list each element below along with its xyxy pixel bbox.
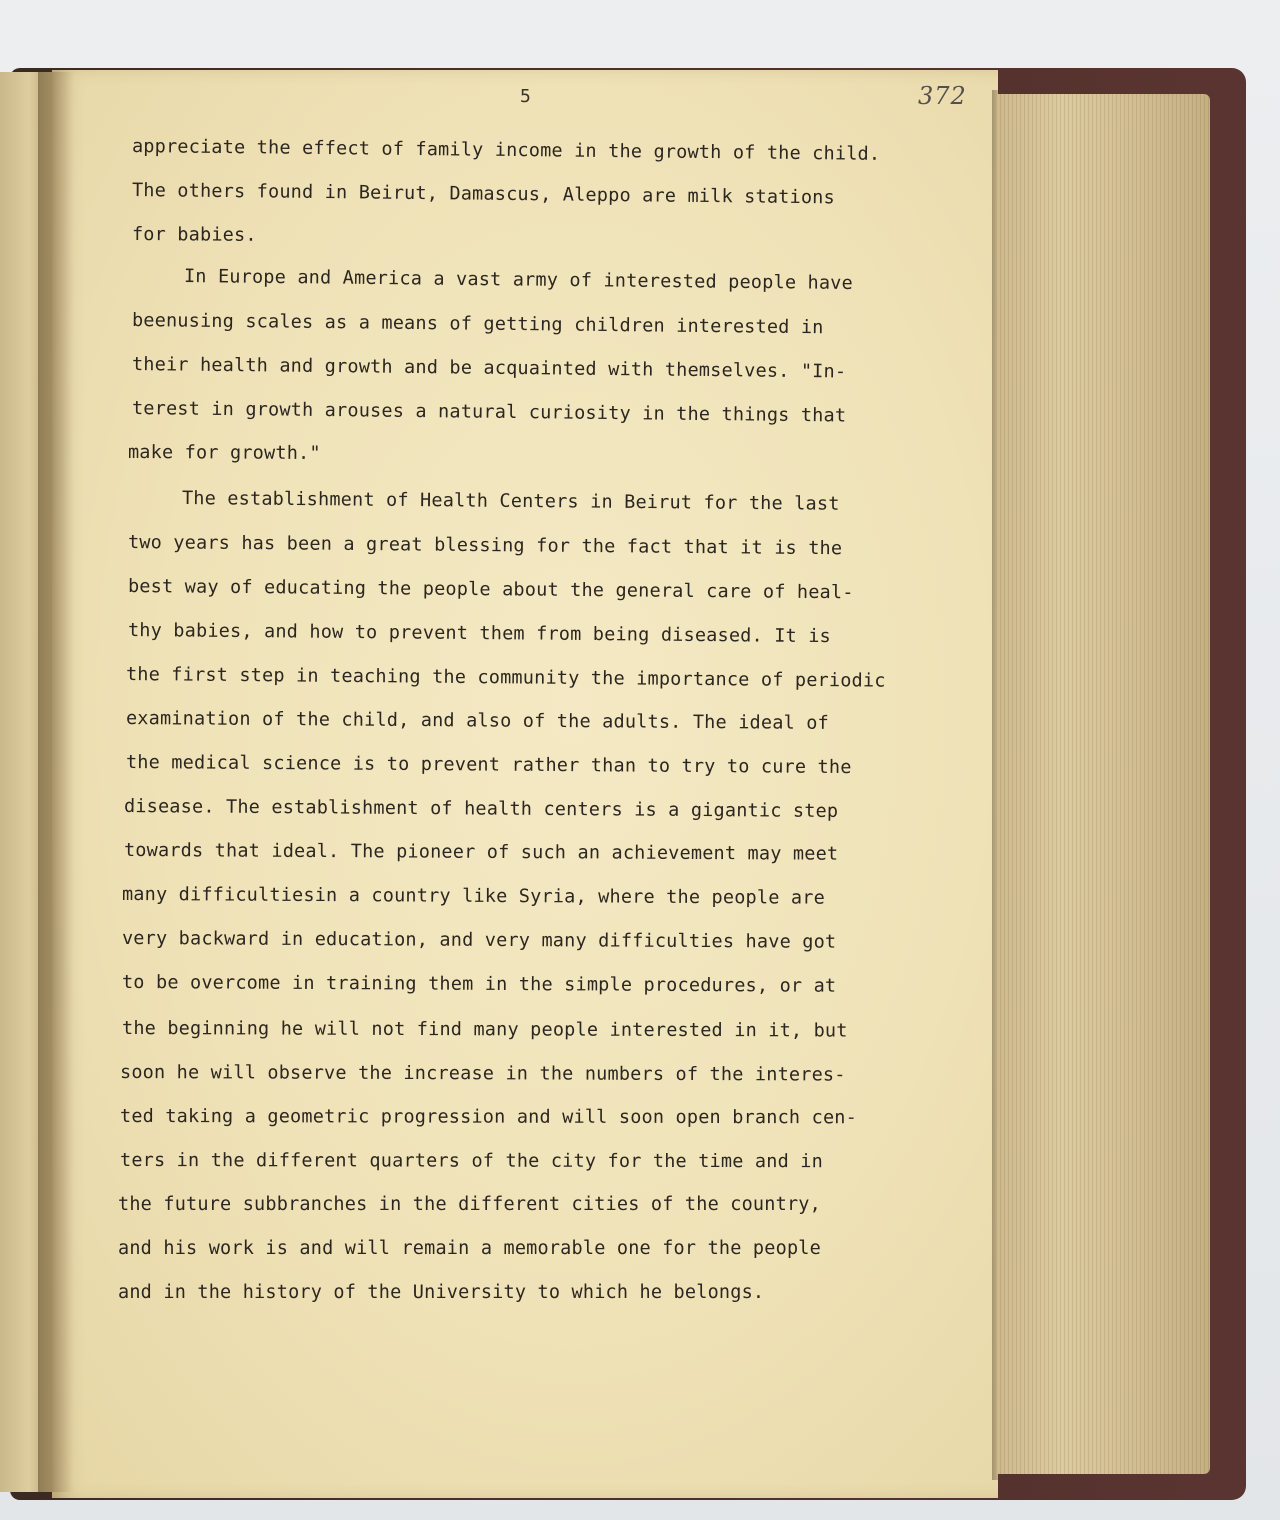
text-line: the first step in teaching the community the importance of periodic <box>125 664 886 692</box>
text-line: terest in growth arouses a natural curiosity in the things that <box>131 398 847 427</box>
text-line: best way of educating the people about the general care of heal- <box>127 576 854 604</box>
text-line: the medical science is to prevent rather than to try to cure the <box>125 752 852 779</box>
text-line: and his work is and will remain a memorable one for the people <box>118 1238 821 1259</box>
text-line: make for growth." <box>127 442 321 465</box>
text-line: many difficultiesin a country like Syria, where the people are <box>121 884 825 909</box>
text-line: to be overcome in training them in the simple procedures, or at <box>121 972 837 997</box>
page-number: 5 <box>520 86 531 107</box>
text-line: their health and growth and be acquainted with themselves. "In- <box>131 354 847 383</box>
text-line: towards that ideal. The pioneer of such an achievement may meet <box>123 840 839 865</box>
stacked-page-edges <box>996 94 1210 1474</box>
text-line: The others found in Beirut, Damascus, Aleppo are milk stations <box>131 180 836 209</box>
text-line: the future subbranches in the different cities of the country, <box>118 1194 821 1215</box>
text-line: for babies. <box>131 224 257 246</box>
text-line: the beginning he will not find many people interested in it, but <box>121 1018 848 1042</box>
handwritten-folio-number: 372 <box>918 82 967 110</box>
text-line: ters in the different quarters of the city for the time and in <box>119 1150 823 1173</box>
text-line: very backward in education, and very many difficulties have got <box>121 928 837 953</box>
text-line: thy babies, and how to prevent them from being diseased. It is <box>127 620 832 648</box>
text-line: disease. The establishment of health centers is a gigantic step <box>123 796 839 822</box>
book-gutter <box>38 72 74 1492</box>
text-line: ted taking a geometric progression and will soon open branch cen- <box>119 1106 857 1129</box>
text-line: and in the history of the University to which he belongs. <box>118 1282 765 1303</box>
text-line: beenusing scales as a means of getting children interested in <box>131 310 824 339</box>
text-line: two years has been a great blessing for the fact that it is the <box>127 532 843 560</box>
text-line: The establishment of Health Centers in Beirut for the last <box>181 488 840 515</box>
text-line: In Europe and America a vast army of interested people have <box>183 266 854 295</box>
text-line: examination of the child, and also of the adults. The ideal of <box>125 708 830 734</box>
text-line: soon he will observe the increase in the numbers of the interes- <box>119 1062 846 1086</box>
text-line: appreciate the effect of family income in the growth of the child. <box>131 136 881 165</box>
